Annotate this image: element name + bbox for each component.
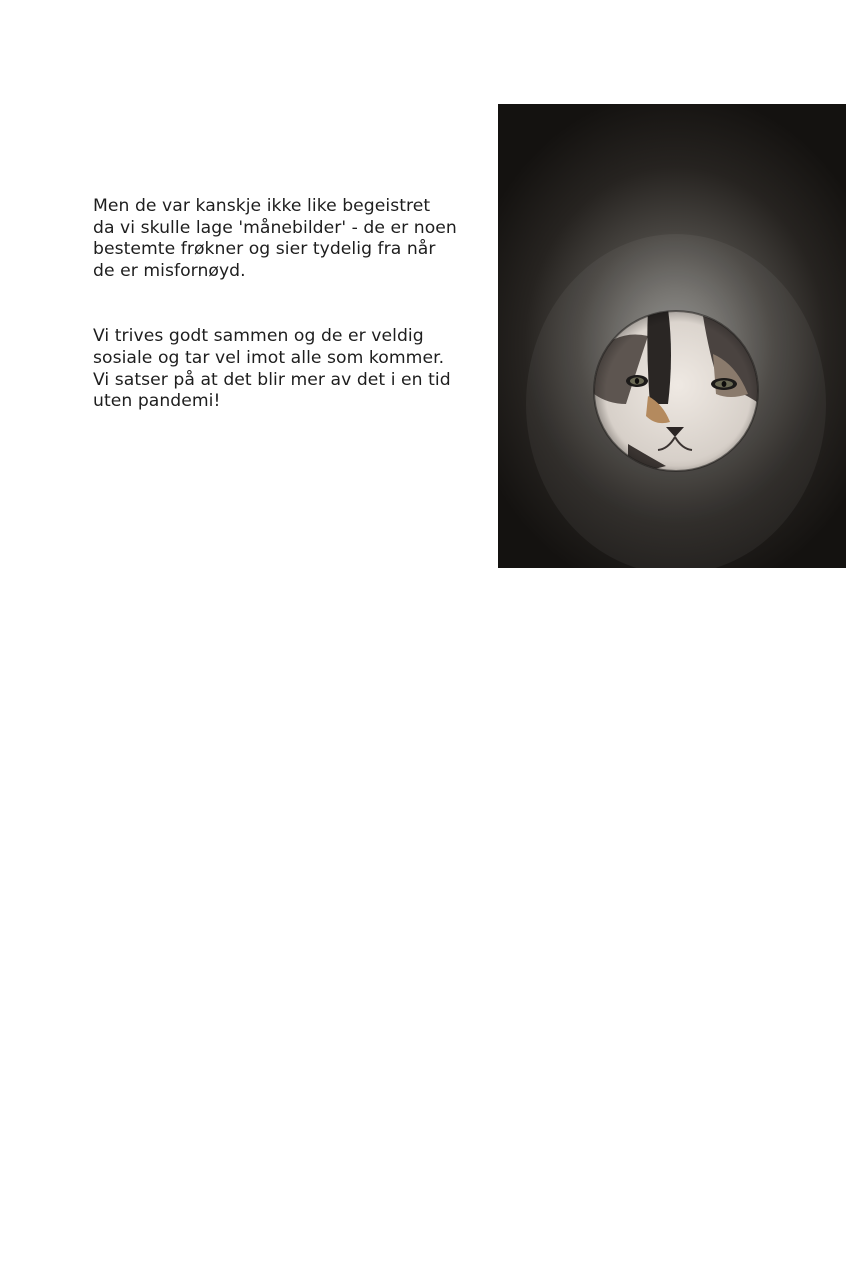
paragraph-2: Vi trives godt sammen og de er veldig sosiale og tar vel imot alle som kommer. Vi satser på at det blir mer av det i en tid uten pandemi!	[93, 326, 451, 412]
cat-face-illustration	[498, 104, 846, 568]
text-column	[93, 196, 493, 413]
paragraph-1: Men de var kanskje ikke like begeistret da vi skulle lage 'månebilder' - de er noen bestemte frøkner og sier tydelig fra når de er misfornøyd.	[93, 196, 457, 281]
cat-photo	[498, 104, 846, 568]
